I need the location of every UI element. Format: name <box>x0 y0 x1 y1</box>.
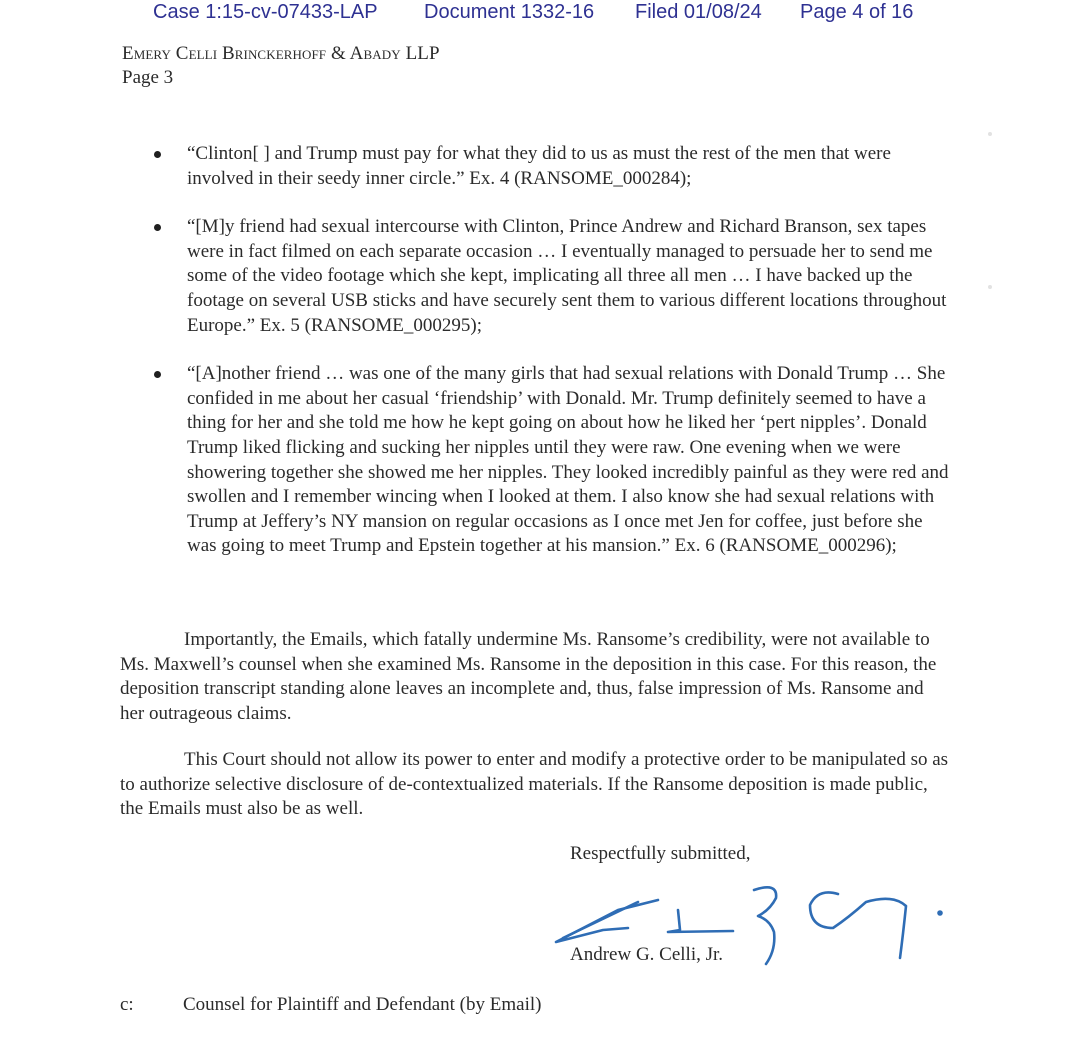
cc-recipients: Counsel for Plaintiff and Defendant (by Email) <box>183 994 542 1015</box>
list-item: “[M]y friend had sexual intercourse with Clinton, Prince Andrew and Richard Branson, sex tapes were in fact filmed on each separate occasion … I eventually managed to persuade her to send me some of the video footage which she kept, implicating all three all men … I have backed up the footage on several USB sticks and have securely sent them to various different locations throughout Europe.” Ex. 5 (RANSOME_000295); <box>150 215 950 338</box>
list-item: “Clinton[ ] and Trump must pay for what they did to us as must the rest of the men that were involved in their seedy inner circle.” Ex. 4 (RANSOME_000284); <box>150 142 950 191</box>
bullet-icon <box>154 371 161 378</box>
filed-date: Filed 01/08/24 <box>635 1 762 23</box>
bullet-icon <box>154 224 161 231</box>
body-paragraph: This Court should not allow its power to enter and modify a protective order to be manipulated so as to authorize selective disclosure of de-contextualized materials. If the Ransome deposition is made public, the Emails must also be as well. <box>120 749 949 820</box>
signer-name: Andrew G. Celli, Jr. <box>570 944 724 965</box>
bullet-icon <box>154 151 161 158</box>
list-item: “[A]nother friend … was one of the many girls that had sexual relations with Donald Trump … She confided in me about her casual ‘friendship’ with Donald. Mr. Trump definitely seemed to have a thing for her and she told me how he kept going on about how he liked her ‘pert nipples’. Donald Trump liked flicking and sucking her nipples until they were raw. One evening when we were showering together she showed me her nipples. They looked incredibly painful as they were red and swollen and I remember wincing when I looked at them. I also know she had sexual relations with Trump at Jeffery’s NY mansion on regular occasions as I once met Jen for coffee, just before she was going to meet Trump and Epstein together at his mansion.” Ex. 6 (RANSOME_000296); <box>150 362 950 559</box>
page-count: Page 4 of 16 <box>800 1 914 23</box>
letter-page-ref: Page 3 <box>122 67 174 88</box>
valediction: Respectfully submitted, <box>570 843 751 864</box>
firm-name: Emery Celli Brinckerhoff & Abady LLP <box>122 43 440 64</box>
document-number: Document 1332-16 <box>424 1 595 23</box>
scan-speck <box>988 132 992 136</box>
quoted-email-list <box>150 142 950 583</box>
scan-speck <box>988 285 992 289</box>
body-paragraph: Importantly, the Emails, which fatally undermine Ms. Ransome’s credibility, were not available to Ms. Maxwell’s counsel when she examined Ms. Ransome in the deposition in this case. For this reason, the deposition transcript standing alone leaves an incomplete and, thus, false impression of Ms. Ransome and her outrageous claims. <box>120 629 937 724</box>
case-number: Case 1:15-cv-07433-LAP <box>153 1 378 23</box>
cc-label: c: <box>120 994 134 1015</box>
